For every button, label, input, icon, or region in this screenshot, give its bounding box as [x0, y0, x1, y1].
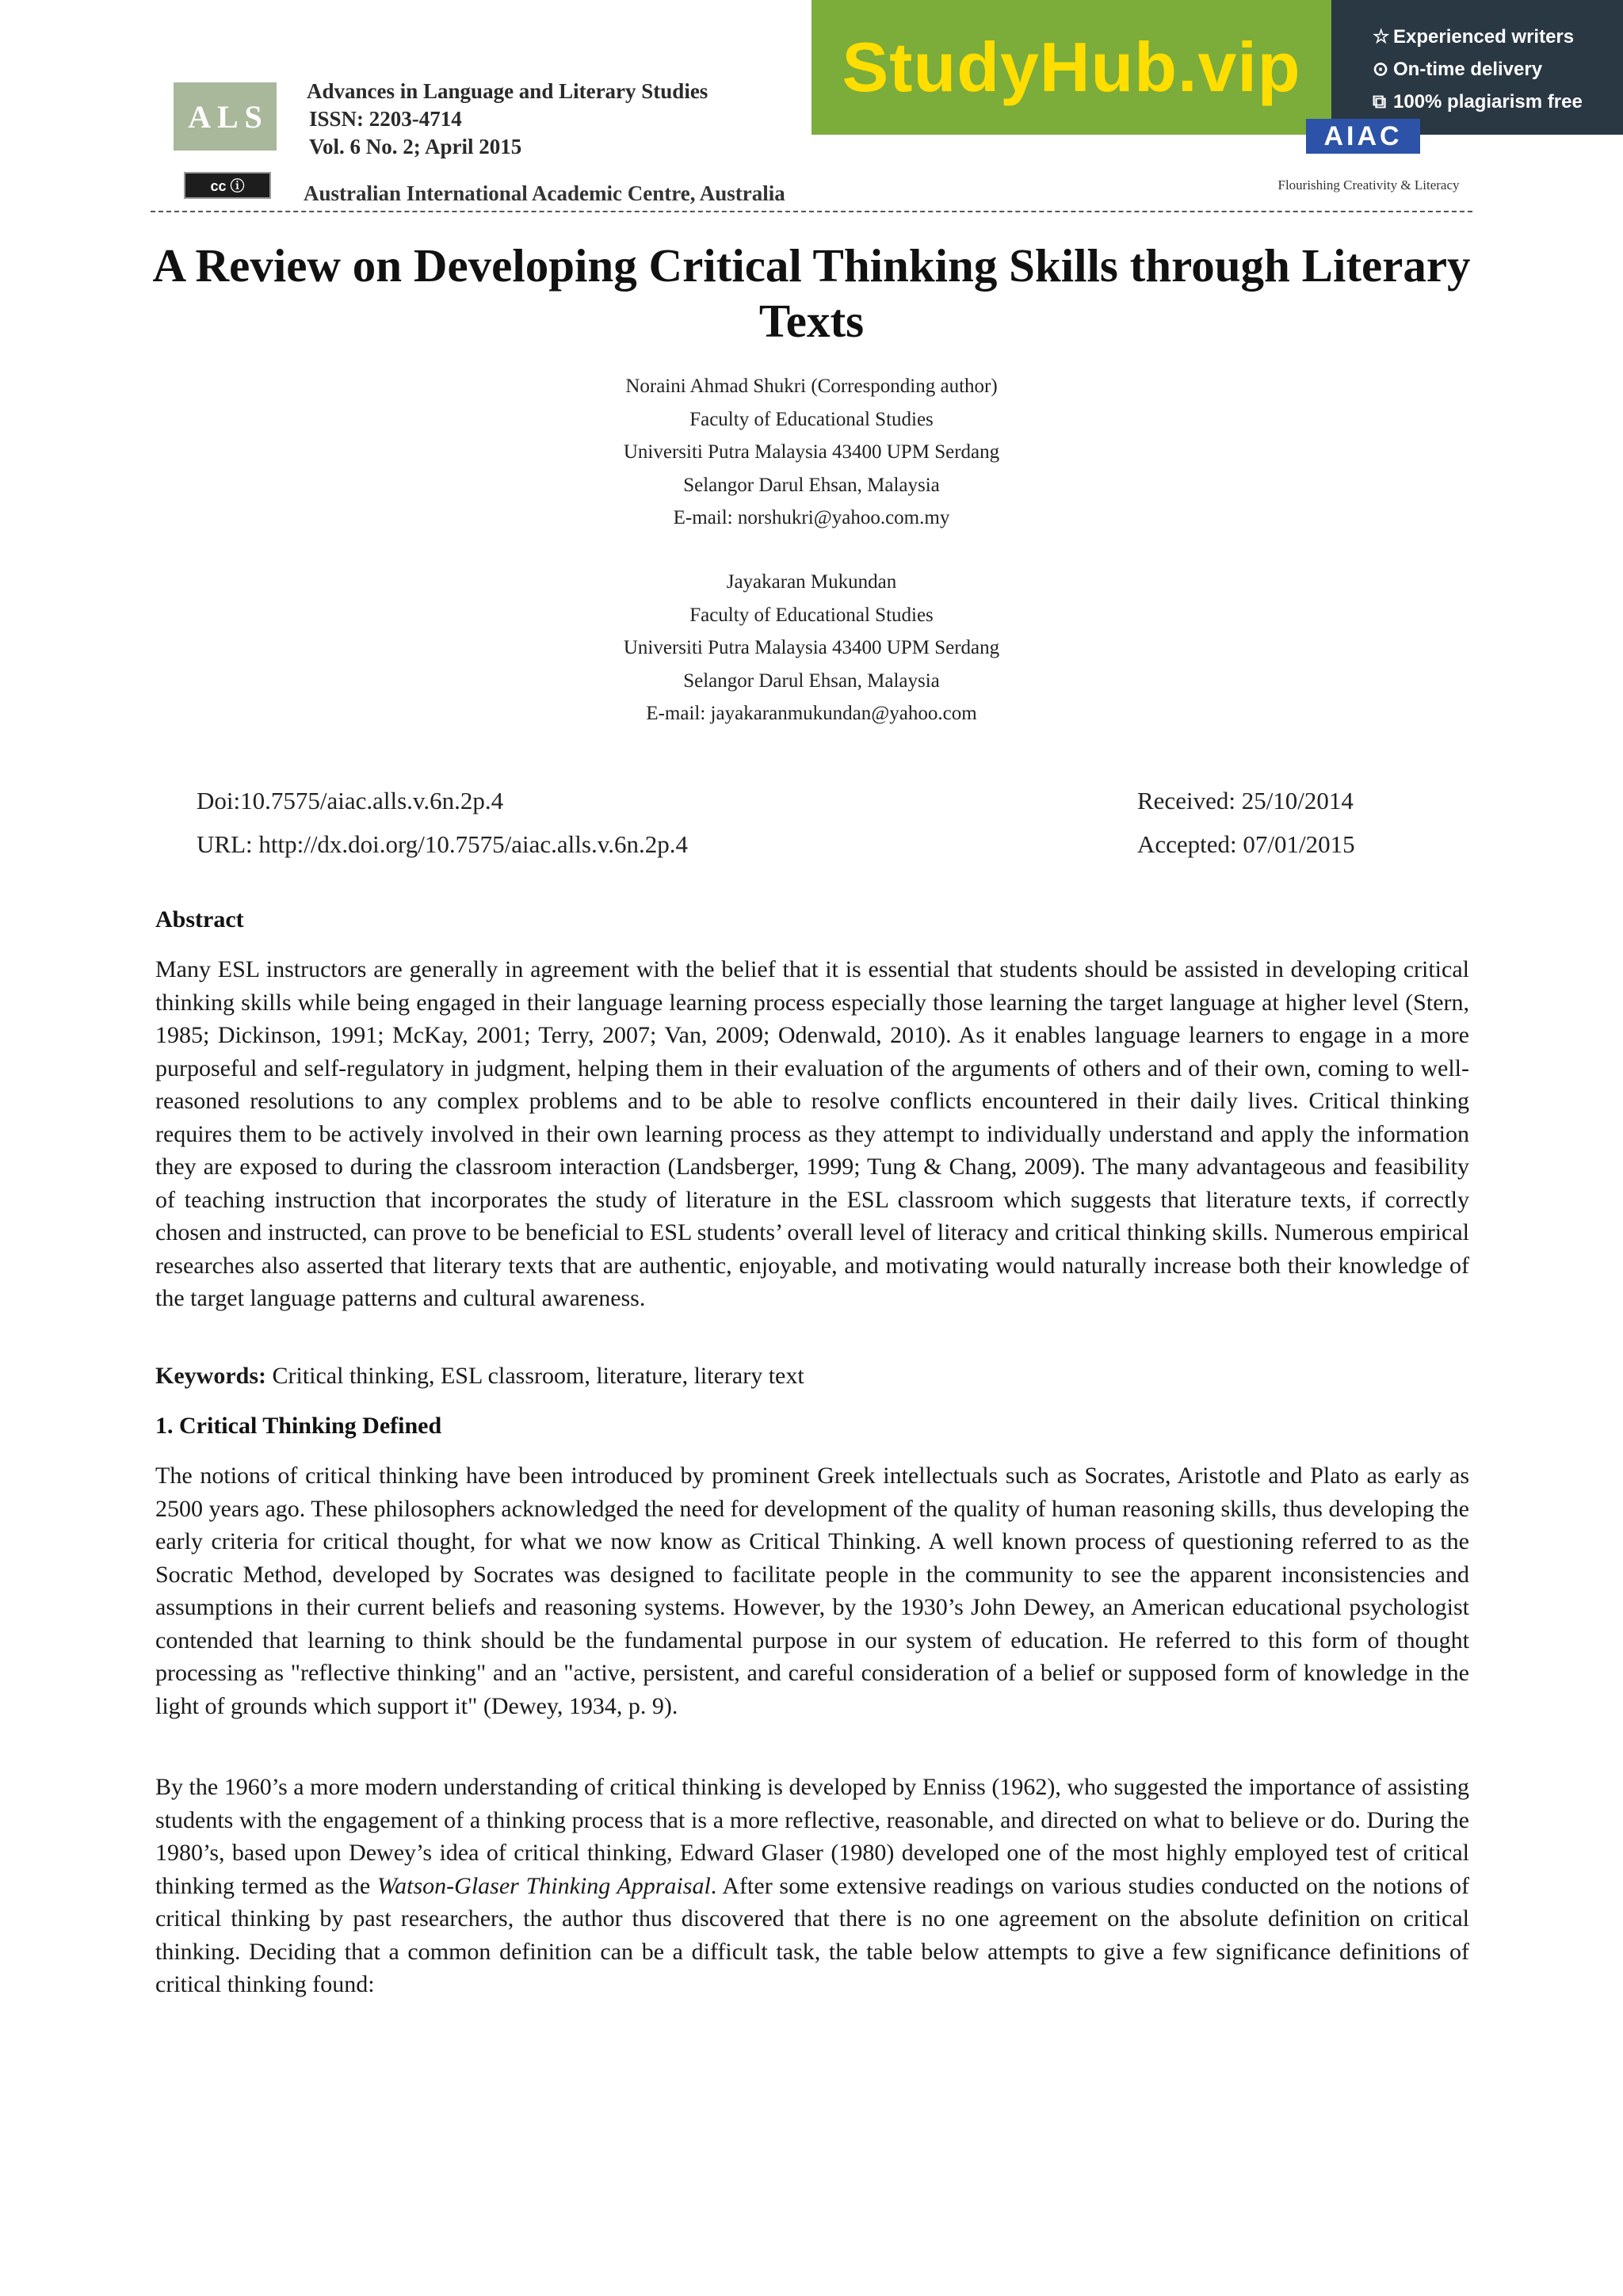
- ad-feature-label: Experienced writers: [1393, 26, 1575, 48]
- author-location: Selangor Darul Ehsan, Malaysia: [683, 669, 940, 692]
- accepted-date: Accepted: 07/01/2015: [1137, 830, 1355, 858]
- cc-license-icon: cc ⓘ: [210, 178, 245, 194]
- author-email[interactable]: E-mail: jayakaranmukundan@yahoo.com: [646, 703, 977, 724]
- section-paragraph-1: The notions of critical thinking have been introduced by prominent Greek intellectuals such as Socrates, Aristotle and Plato as early as 2500 years ago. These philosophers acknowledged the need for development of the quality of human reasoning skills, thus developing the early criteria for critical thought, for what we now know as Critical Thinking. A well known process of questioning referred to as the Socratic Method, developed by Socrates was designed to facilitate people in the community to see the apparent inconsistencies and assumptions in their current beliefs and reasoning systems. However, by the 1930’s John Dewey, an American educational psychologist contended that learning to think should be the fundamental purpose in our system of education. He referred to this form of thought processing as "reflective thinking" and an "active, persistent, and careful consideration of a belief or supposed form of knowledge in the light of grounds which support it" (Dewey, 1934, p. 9).: [155, 1463, 1469, 1719]
- abstract-text: Many ESL instructors are generally in agreement with the belief that it is essential that students should be assisted in developing critical thinking skills while being engaged in their language learning process especially those learning the target language at higher level (Stern, 1985; Dickinson, 1991; McKay, 2001; Terry, 2007; Van, 2009; Odenwald, 2010). As it enables language learners to engage in a more purposeful and self-regulatory in judgment, helping them in their evaluation of the arguments of others and of their own, coming to well-reasoned resolutions to any complex problems and to be able to resolve conflicts encountered in their daily lives. Critical thinking requires them to be actively involved in their own learning process as they attempt to individually understand and apply the information they are exposed to during the classroom interaction (Landsberger, 1999; Tung & Chang, 2009). The many advantageous and feasibility of teaching instruction that incorporates the study of literature in the ESL classroom which suggests that literature texts, if correctly chosen and instructed, can prove to be beneficial to ESL students’ overall level of literacy and critical thinking skills. Numerous empirical researches also asserted that literary texts that are authentic, enjoyable, and motivating would naturally increase both their knowledge of the target language patterns and cultural awareness.: [155, 956, 1469, 1311]
- paragraph-text: . After some extensive readings on various studies conducted on the notions of critical thinking by past researchers, the author thus discovered that there is no one agreement on the absolute definition on critical thinking. Deciding that a common definition can be a difficult task, the table below attempts to give a few significance definitions of critical thinking found:: [155, 1872, 1470, 1997]
- star-icon: ☆: [1373, 26, 1390, 48]
- ad-feature-list: [1331, 0, 1623, 135]
- creative-commons-badge[interactable]: [184, 172, 271, 199]
- doi[interactable]: Doi:10.7575/aiac.alls.v.6n.2p.4: [197, 787, 504, 814]
- author-location: Selangor Darul Ehsan, Malaysia: [683, 474, 940, 496]
- received-date: Received: 25/10/2014: [1137, 787, 1354, 814]
- author-name: Noraini Ahmad Shukri (Corresponding author): [625, 376, 998, 397]
- abstract-heading: Abstract: [155, 906, 244, 933]
- paragraph-text: By the 1960’s a more modern understanding of critical thinking is developed by Enniss (1962), who suggested the importance of assisting students with the engagement of a thinking process that is a more reflective, reasonable, and directed on what to believe or do. During the 1980’s, based upon Dewey’s idea of critical thinking, Edward Glaser (1980) developed one of the most highly employed test of critical thinking termed as the: [155, 1774, 1469, 1899]
- test-name-italic: Watson-Glaser Thinking Appraisal: [376, 1872, 711, 1899]
- author-faculty: Faculty of Educational Studies: [689, 604, 934, 626]
- author-email[interactable]: E-mail: norshukri@yahoo.com.my: [673, 507, 950, 528]
- author-faculty: Faculty of Educational Studies: [689, 408, 934, 430]
- keywords-label: Keywords:: [155, 1363, 266, 1389]
- keywords-line: [155, 1363, 804, 1390]
- author-block-1: [415, 370, 1208, 535]
- keywords-list: Critical thinking, ESL classroom, literature, literary text: [272, 1363, 804, 1389]
- ad-feature-label: On-time delivery: [1393, 59, 1543, 80]
- ad-brand-name[interactable]: StudyHub.vip: [812, 0, 1331, 135]
- journal-name: Advances in Language and Literary Studies: [307, 79, 708, 103]
- clock-icon: ⊙: [1373, 59, 1389, 80]
- copy-icon: ⧉: [1373, 91, 1387, 113]
- ad-feature-item: [1373, 86, 1623, 118]
- journal-info: [307, 78, 708, 161]
- journal-issn: ISSN: 2203-4714: [309, 107, 462, 131]
- ad-feature-item: [1373, 53, 1623, 86]
- author-university: Universiti Putra Malaysia 43400 UPM Serdang: [623, 637, 1000, 658]
- author-block-2: [415, 566, 1208, 730]
- author-university: Universiti Putra Malaysia 43400 UPM Serdang: [623, 441, 1000, 463]
- aiac-tagline: Flourishing Creativity & Literacy: [1277, 177, 1460, 193]
- journal-logo: [174, 82, 277, 151]
- article-url[interactable]: URL: http://dx.doi.org/10.7575/aiac.alls.v.6n.2p.4: [197, 830, 688, 858]
- ad-banner[interactable]: [812, 0, 1623, 135]
- journal-logo-text: A L S: [188, 98, 262, 135]
- section-paragraph-2: [155, 1771, 1469, 2001]
- aiac-logo: AIAC: [1306, 119, 1420, 154]
- header-divider: [151, 211, 1472, 212]
- ad-feature-label: 100% plagiarism free: [1393, 91, 1583, 113]
- author-name: Jayakaran Mukundan: [726, 571, 897, 593]
- ad-feature-item: [1373, 21, 1623, 53]
- section-heading: 1. Critical Thinking Defined: [155, 1413, 442, 1439]
- journal-volume: Vol. 6 No. 2; April 2015: [309, 135, 522, 158]
- publisher-name: Australian International Academic Centre, Australia: [304, 181, 785, 205]
- article-title: A Review on Developing Critical Thinking Skills through Literary Texts: [152, 239, 1471, 347]
